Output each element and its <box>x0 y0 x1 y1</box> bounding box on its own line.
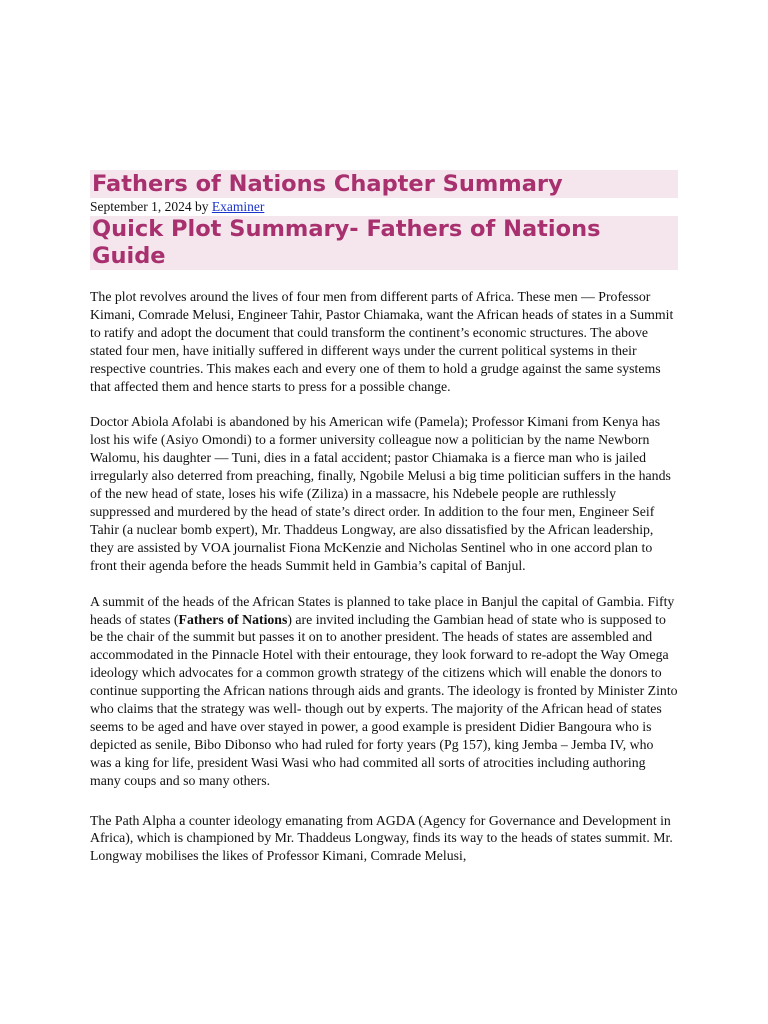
paragraph-2: Doctor Abiola Afolabi is abandoned by his American wife (Pamela); Professor Kimani from Kenya has lost his wife (Asiyo Omondi) to a former university colleague now a politician by the name Newborn Walomu, his daughter — Tuni, dies in a fatal accident; pastor Chiamaka is a fierce man who is jailed irregularly also deterred from preaching, finally, Ngobile Melusi a big time politician suffers in the hands of the new head of state, loses his wife (Ziliza) in a massacre, his Ndebele people are ruthlessly suppressed and murdered by the head of state’s direct order. In addition to the four men, Engineer Seif Tahir (a nuclear bomb expert), Mr. Thaddeus Longway, are also dissatisfied by the African leadership, they are assisted by VOA journalist Fiona McKenzie and Nicholas Sentinel who in one accord plan to front their agenda before the heads Summit held in Gambia’s capital of Banjul. <box>90 414 671 573</box>
publish-date: September 1, 2024 <box>90 199 192 214</box>
byline-by: by <box>191 199 212 214</box>
article-subtitle: Quick Plot Summary- Fathers of Nations Guide <box>90 216 678 270</box>
author-link[interactable]: Examiner <box>211 199 265 214</box>
article-byline <box>90 199 678 215</box>
paragraph-1: The plot revolves around the lives of four men from different parts of Africa. These men — Professor Kimani, Comrade Melusi, Engineer Tahir, Pastor Chiamaka, want the African heads of states in a Summit to ratify and adopt the document that could transform the continent’s economic structures. The above stated four men, have initially suffered in different ways under the current political systems in their respective countries. This makes each and every one of them to hold a grudge against the same systems that affected them and hence starts to press for a possible change. <box>90 289 674 394</box>
paragraph-3 <box>90 593 678 790</box>
paragraph-3-text-before: A summit of the heads of the African States is planned to take place in Banjul the capital of Gambia. Fifty heads of states ( <box>90 593 675 627</box>
book-title-bold: Fathers of Nations <box>178 611 288 627</box>
paragraph-3-text-after: ) are invited including the Gambian head of state who is supposed to be the chair of the summit but passes it on to another president. The heads of states are assembled and accommodated in the Pinnacle Hotel with their entourage, they look forward to re-adopt the Way Omega ideology which advocates for a common growth strategy of the citizens which will enable the donors to continue supporting the African nations through aids and grants. The ideology is fronted by Minister Zinto who claims that the strategy was well- though out by experts. The majority of the African head of states seems to be aged and have over stayed in power, a good example is president Didier Bangoura who is depicted as senile, Bibo Dibonso who had ruled for forty years (Pg 157), king Jemba – Jemba IV, who was a king for life, president Wasi Wasi who had commited all sorts of atrocities including authoring many coups and so many others. <box>90 611 678 788</box>
article <box>90 170 678 865</box>
article-title: Fathers of Nations Chapter Summary <box>90 170 678 198</box>
paragraph-4: The Path Alpha a counter ideology emanating from AGDA (Agency for Governance and Development in Africa), which is championed by Mr. Thaddeus Longway, finds its way to the heads of states summit. Mr. Longway mobilises the likes of Professor Kimani, Comrade Melusi, <box>90 812 673 864</box>
